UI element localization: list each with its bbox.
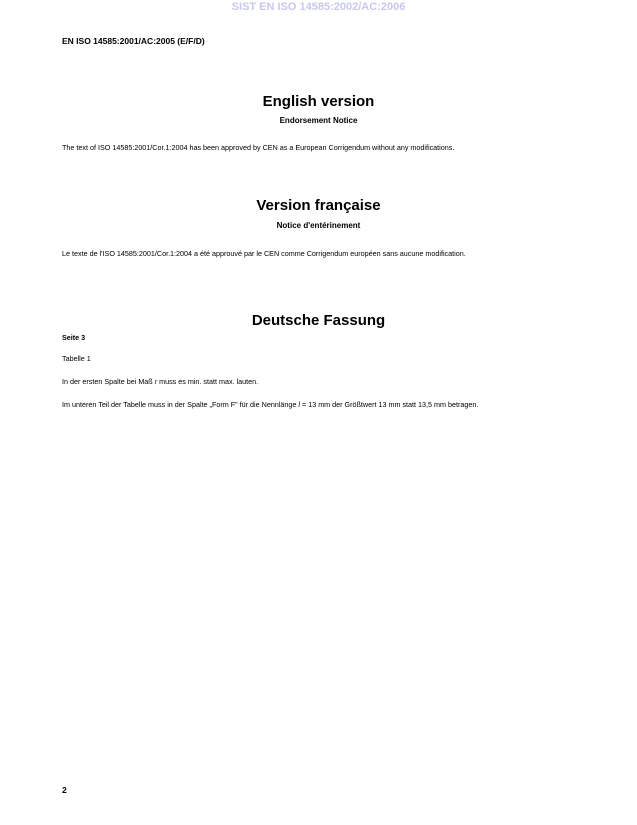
text: In der ersten Spalte bei Maß <box>62 377 155 386</box>
german-paragraph-2 <box>62 400 552 409</box>
french-title: Version française <box>256 197 381 214</box>
document-header: EN ISO 14585:2001/AC:2005 (E/F/D) <box>62 36 205 46</box>
variable: r <box>154 377 158 386</box>
german-paragraph-1 <box>62 377 552 386</box>
watermark: SIST EN ISO 14585:2002/AC:2006 <box>231 1 406 13</box>
french-subtitle: Notice d'entérinement <box>276 221 361 230</box>
english-title: English version <box>262 93 375 110</box>
page-number: 2 <box>62 785 67 795</box>
variable: l <box>298 400 301 409</box>
text: = 13 mm der Größtwert 13 mm statt 13,5 mm betragen. <box>300 400 479 409</box>
text: muss es min. statt max. lauten. <box>157 377 259 386</box>
french-text: Le texte de l'ISO 14585:2001/Cor.1:2004 a été approuvé par le CEN comme Corrigendum européen sans aucune modification. <box>62 249 466 258</box>
german-table-ref: Tabelle 1 <box>62 354 91 363</box>
german-page-ref: Seite 3 <box>62 333 86 342</box>
english-text: The text of ISO 14585:2001/Cor.1:2004 has been approved by CEN as a European Corrigendum without any modifications. <box>62 143 455 152</box>
german-title: Deutsche Fassung <box>251 312 386 329</box>
english-subtitle: Endorsement Notice <box>279 116 358 125</box>
text: Im unteren Teil der Tabelle muss in der Spalte „Form F" für die Nennlänge <box>62 400 299 409</box>
